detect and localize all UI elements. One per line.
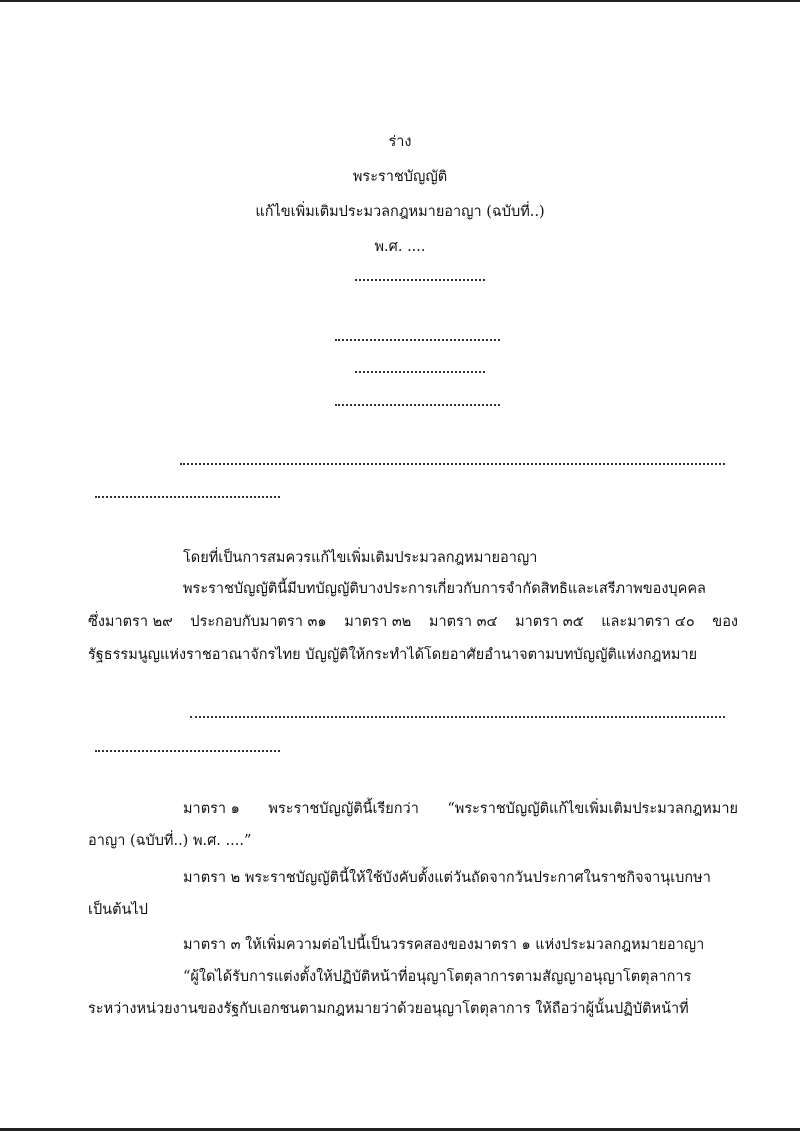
section-2-line-1: มาตรา ๒ พระราชบัญญัตินี้ให้ใช้บังคับตั้งแต่วันถัดจากวันประกาศในราชกิจจานุเบกษา (183, 870, 711, 886)
section-3-line-3: ระหว่างหน่วยงานของรัฐกับเอกชนตามกฎหมายว่าด้วยอนุญาโตตุลาการ ให้ถือว่าผู้นั้นปฏิบัติหน้าที่ (88, 1001, 689, 1017)
blank-line-2 (355, 371, 485, 373)
section-1-line-1 (183, 797, 738, 820)
word: มาตรา ๑ (183, 801, 240, 817)
word: “พระราชบัญญัติแก้ไขเพิ่มเติมประมวลกฎหมาย (447, 801, 738, 817)
preamble-rights-line-1: พระราชบัญญัตินี้มีบทบัญญัติบางประการเกี่ยวกับการจำกัดสิทธิและเสรีภาพของบุคคล (183, 581, 706, 597)
act-year: พ.ศ. .... (374, 239, 426, 255)
word: ของ (712, 614, 738, 630)
act-subtitle: แก้ไขเพิ่มเติมประมวลกฎหมายอาญา (ฉบับที่..) (255, 204, 545, 220)
section-3-line-2: “ผู้ใดได้รับการแต่งตั้งให้ปฏิบัติหน้าที่อนุญาโตตุลาการตามสัญญาอนุญาโตตุลาการ (183, 969, 692, 985)
section-2-line-2: เป็นต้นไป (88, 902, 148, 918)
page-top-edge (0, 0, 800, 2)
section-3-line-1: มาตรา ๓ ให้เพิ่มความต่อไปนี้เป็นวรรคสองของมาตรา ๑ แห่งประมวลกฎหมายอาญา (183, 937, 705, 953)
word: มาตรา ๓๔ (428, 614, 498, 630)
blank-paragraph-line-2 (95, 496, 280, 498)
word: มาตรา ๓๕ (515, 614, 584, 630)
blank-line-1 (335, 339, 500, 341)
word: ประกอบกับมาตรา ๓๑ (190, 614, 327, 630)
act-title: พระราชบัญญัติ (352, 169, 448, 185)
section-1-line-2: อาญา (ฉบับที่..) พ.ศ. ....” (88, 833, 252, 849)
preamble-rights-line-2 (88, 610, 738, 633)
blank-line-3 (335, 404, 500, 406)
blank-paragraph-line-4 (95, 750, 280, 752)
word: และมาตรา ๔๐ (601, 614, 695, 630)
draft-label: ร่าง (388, 134, 412, 150)
word: มาตรา ๓๒ (344, 614, 412, 630)
blank-paragraph-line-1 (180, 463, 725, 465)
blank-paragraph-line-3 (190, 716, 725, 718)
word: พระราชบัญญัตินี้เรียกว่า (268, 801, 419, 817)
preamble-reason: โดยที่เป็นการสมควรแก้ไขเพิ่มเติมประมวลกฎหมายอาญา (183, 550, 538, 566)
word: ซึ่งมาตรา ๒๙ (88, 614, 173, 630)
blank-line-signature (355, 279, 485, 281)
preamble-rights-line-3: รัฐธรรมนูญแห่งราชอาณาจักรไทย บัญญัติให้กระทำได้โดยอาศัยอำนาจตามบทบัญญัติแห่งกฎหมาย (88, 647, 698, 663)
